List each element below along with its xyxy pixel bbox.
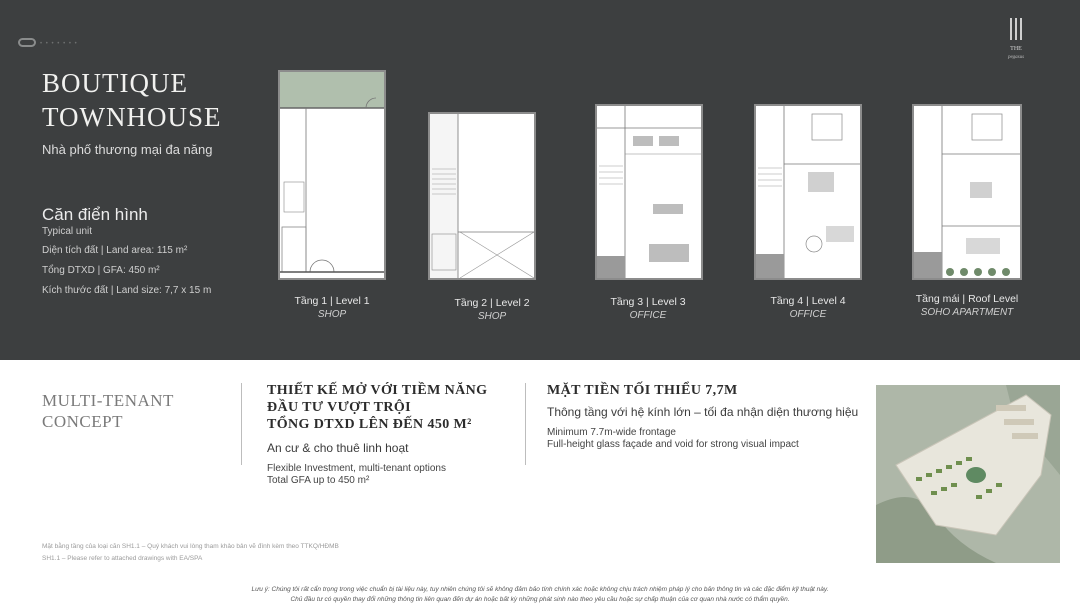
floor-plan-note-vn: Mặt bằng tầng của loại căn SH1.1 – Quý khách vui lòng tham khảo bản vẽ đính kèm theo TTKQ/HĐMB [42,543,339,550]
concept-title-line-2: CONCEPT [42,412,123,431]
floor-label-level-2: Tầng 2 | Level 2 [454,297,530,309]
spec-land-size: Kích thước đất | Land size: 7,7 x 15 m [42,285,212,296]
brand-mark-icon [18,38,36,47]
floor-use-level-3: OFFICE [629,310,667,321]
floor-plan-drawing [597,106,701,278]
site-map-drawing [876,385,1060,563]
floor-plan-level-1 [278,70,386,280]
typical-unit-heading: Căn điển hình [42,205,148,224]
frontage-en-line-2: Full-height glass façade and void for strong visual impact [547,439,799,450]
feature-heading-line-1: THIẾT KẾ MỞ VỚI TIỀM NĂNG [267,383,488,398]
spec-gfa: Tổng DTXD | GFA: 450 m² [42,265,160,276]
feature-heading-line-2: ĐẦU TƯ VƯỢT TRỘI [267,400,411,415]
title-line-1: BOUTIQUE [42,68,188,98]
feature-vn-text: An cư & cho thuê linh hoạt [267,441,409,455]
brand-dots: • • • • • • • [40,41,78,47]
divider-2 [525,383,526,465]
disclaimer-line-1: Lưu ý: Chúng tôi rất cẩn trọng trong việc chuẩn bị tài liệu này, tuy nhiên chúng tôi sẽ không đảm bảo tính chính xác hoặc không chịu trách nhiệm pháp lý cho bản thông tin và các đặc điểm kỹ thuật này. [251,586,829,593]
frontage-en-line-1: Minimum 7.7m-wide frontage [547,427,676,438]
floor-plan-drawing [280,72,384,278]
concept-title-line-1: MULTI-TENANT [42,391,174,410]
page-subtitle: Nhà phố thương mại đa năng [42,142,213,157]
project-logo-icon: THE pegasus [1002,18,1030,62]
feature-en-line-1: Flexible Investment, multi-tenant options [267,463,446,474]
floor-plan-drawing [914,106,1020,278]
floor-plan-level-4 [754,104,862,280]
site-map-image [876,385,1060,563]
title-line-2: TOWNHOUSE [42,102,222,132]
typical-unit-en: Typical unit [42,226,93,237]
floor-label-level-3: Tầng 3 | Level 3 [610,296,686,308]
floor-use-level-2: SHOP [477,311,507,322]
floor-plan-note-en: SH1.1 – Please refer to attached drawings with EA/SPA [42,555,203,562]
frontage-vn-text: Thông tầng với hệ kính lớn – tối đa nhận diện thương hiệu [547,405,859,419]
concept-title [42,390,174,432]
floor-label-level-1: Tầng 1 | Level 1 [294,295,370,307]
floor-label-level-4: Tầng 4 | Level 4 [770,295,846,307]
frontage-heading: MẶT TIỀN TỐI THIỂU 7,7M [547,383,738,398]
floor-use-level-1: SHOP [317,309,347,320]
spec-land-area: Diện tích đất | Land area: 115 m² [42,245,188,256]
floor-use-roof: SOHO APARTMENT [920,307,1014,318]
feature-heading-line-3: TỔNG DTXD LÊN ĐẾN 450 M² [267,417,472,432]
floor-plan-drawing [756,106,860,278]
feature-en-line-2: Total GFA up to 450 m² [267,475,370,486]
floor-plan-level-2 [428,112,536,280]
divider-1 [241,383,242,465]
floor-plan-level-3 [595,104,703,280]
floor-label-roof: Tầng mái | Roof Level [915,293,1019,305]
floor-plan-roof-level [912,104,1022,280]
floor-use-level-4: OFFICE [789,309,827,320]
page-title [42,66,222,134]
feature-heading-open-design [267,382,487,433]
disclaimer-line-2: Chủ đầu tư có quyền thay đổi những thông tin liên quan đến dự án hoặc bất kỳ những phát sinh nào theo yêu cầu hoặc sự chấp thuận của cơ quan nhà nước có thẩm quyền. [290,596,790,603]
floor-plan-drawing [430,114,534,278]
